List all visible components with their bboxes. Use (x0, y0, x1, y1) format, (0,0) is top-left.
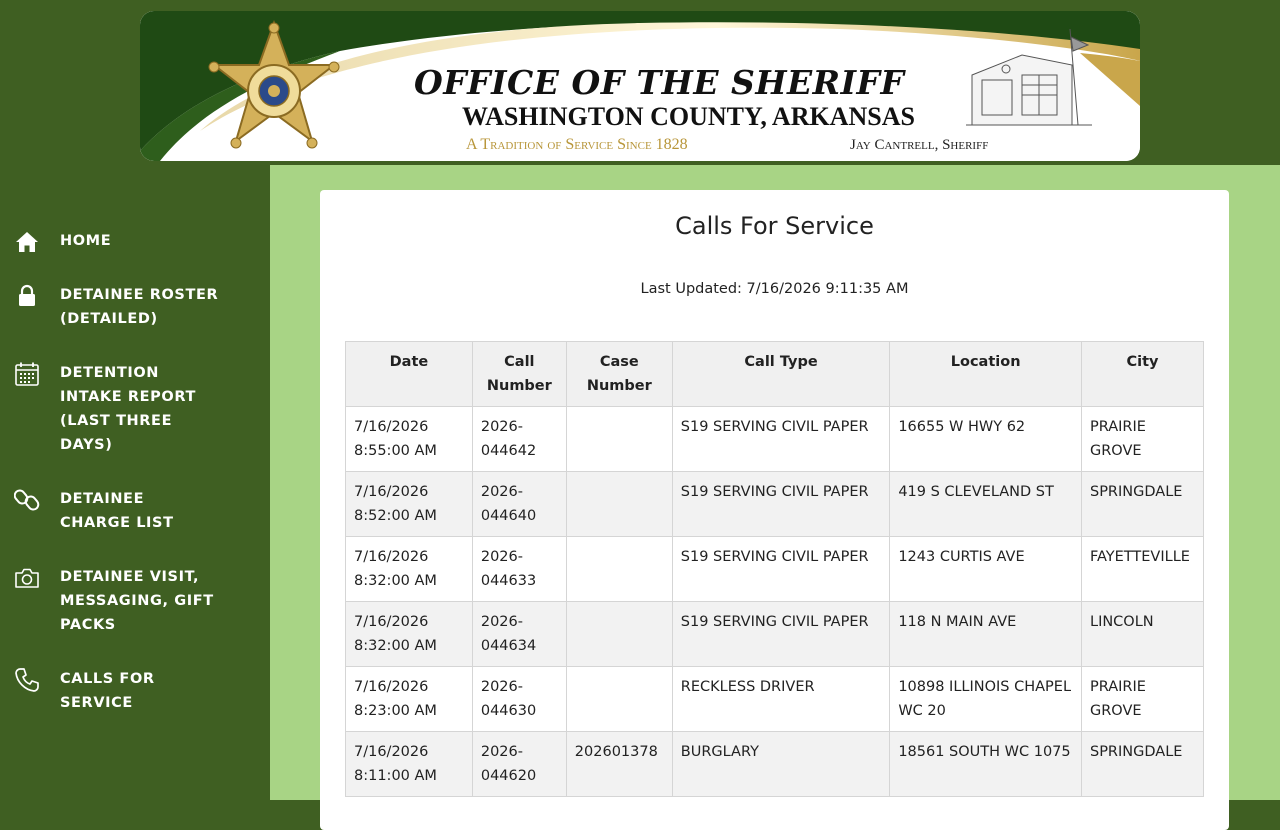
sidebar-item-label: DETAINEE CHARGE LIST (60, 491, 174, 531)
cell-call-type: S19 SERVING CIVIL PAPER (672, 602, 890, 667)
sidebar-item-label: HOME (60, 233, 112, 249)
table-row (346, 407, 1204, 472)
cell-location: 16655 W HWY 62 (890, 407, 1082, 472)
table-row (346, 667, 1204, 732)
sidebar-item-label: CALLS FOR SERVICE (60, 671, 155, 711)
cell-call-type: BURGLARY (672, 732, 890, 797)
table-row (346, 537, 1204, 602)
cell-case-number: 202601378 (566, 732, 672, 797)
cell-call-type: S19 SERVING CIVIL PAPER (672, 472, 890, 537)
column-header-date[interactable]: Date (346, 342, 473, 407)
home-icon (14, 229, 40, 255)
banner-subtitle: WASHINGTON COUNTY, ARKANSAS (462, 102, 915, 131)
sheriff-banner (140, 11, 1140, 161)
cell-call-number: 2026-044633 (472, 537, 566, 602)
sidebar-item-label: DETAINEE ROSTER (DETAILED) (60, 287, 219, 327)
cell-date: 7/16/2026 8:23:00 AM (346, 667, 473, 732)
cell-location: 1243 CURTIS AVE (890, 537, 1082, 602)
column-header-location[interactable]: Location (890, 342, 1082, 407)
last-updated-text: Last Updated: 7/16/2026 9:11:35 AM (640, 281, 909, 297)
cell-location: 10898 ILLINOIS CHAPEL WC 20 (890, 667, 1082, 732)
sidebar-nav (0, 165, 270, 800)
column-header-city[interactable]: City (1081, 342, 1203, 407)
calendar-icon (14, 361, 40, 387)
column-header-call-number[interactable]: Call Number (472, 342, 566, 407)
cell-case-number (566, 667, 672, 732)
cell-city: PRAIRIE GROVE (1081, 667, 1203, 732)
table-header-row (346, 342, 1204, 407)
link-icon (14, 487, 40, 513)
cell-location: 18561 SOUTH WC 1075 (890, 732, 1082, 797)
cell-date: 7/16/2026 8:52:00 AM (346, 472, 473, 537)
cell-call-number: 2026-044642 (472, 407, 566, 472)
banner-title: OFFICE OF THE SHERIFF (414, 63, 905, 102)
cell-date: 7/16/2026 8:32:00 AM (346, 602, 473, 667)
table-row (346, 472, 1204, 537)
cell-call-number: 2026-044620 (472, 732, 566, 797)
courthouse-building-icon (962, 25, 1102, 135)
cell-location: 118 N MAIN AVE (890, 602, 1082, 667)
calls-for-service-table (345, 341, 1204, 797)
cell-call-number: 2026-044640 (472, 472, 566, 537)
cell-city: LINCOLN (1081, 602, 1203, 667)
cell-call-type: RECKLESS DRIVER (672, 667, 890, 732)
cell-call-number: 2026-044634 (472, 602, 566, 667)
banner-sheriff-name: Jay Cantrell, Sheriff (850, 137, 989, 153)
column-header-call-type[interactable]: Call Type (672, 342, 890, 407)
table-row (346, 732, 1204, 797)
camera-icon (14, 565, 40, 591)
cell-case-number (566, 602, 672, 667)
cell-city: PRAIRIE GROVE (1081, 407, 1203, 472)
cell-date: 7/16/2026 8:32:00 AM (346, 537, 473, 602)
cell-case-number (566, 537, 672, 602)
cell-city: SPRINGDALE (1081, 472, 1203, 537)
cell-case-number (566, 472, 672, 537)
cell-location: 419 S CLEVELAND ST (890, 472, 1082, 537)
lock-icon (14, 283, 40, 309)
sidebar-item-label: DETENTION INTAKE REPORT (LAST THREE DAYS) (60, 365, 196, 453)
cell-call-number: 2026-044630 (472, 667, 566, 732)
page-title: Calls For Service (675, 212, 874, 240)
phone-icon (14, 667, 40, 693)
cell-call-type: S19 SERVING CIVIL PAPER (672, 407, 890, 472)
cell-date: 7/16/2026 8:55:00 AM (346, 407, 473, 472)
sidebar-item-label: DETAINEE VISIT, MESSAGING, GIFT PACKS (60, 569, 214, 633)
banner-tagline: A Tradition of Service Since 1828 (466, 136, 688, 153)
header-banner-area (0, 0, 1280, 165)
cell-city: SPRINGDALE (1081, 732, 1203, 797)
cell-city: FAYETTEVILLE (1081, 537, 1203, 602)
sheriff-star-badge-icon (208, 19, 340, 153)
cell-date: 7/16/2026 8:11:00 AM (346, 732, 473, 797)
table-row (346, 602, 1204, 667)
content-card (320, 190, 1229, 830)
column-header-case-number[interactable]: Case Number (566, 342, 672, 407)
main-content (270, 165, 1280, 800)
cell-call-type: S19 SERVING CIVIL PAPER (672, 537, 890, 602)
cell-case-number (566, 407, 672, 472)
